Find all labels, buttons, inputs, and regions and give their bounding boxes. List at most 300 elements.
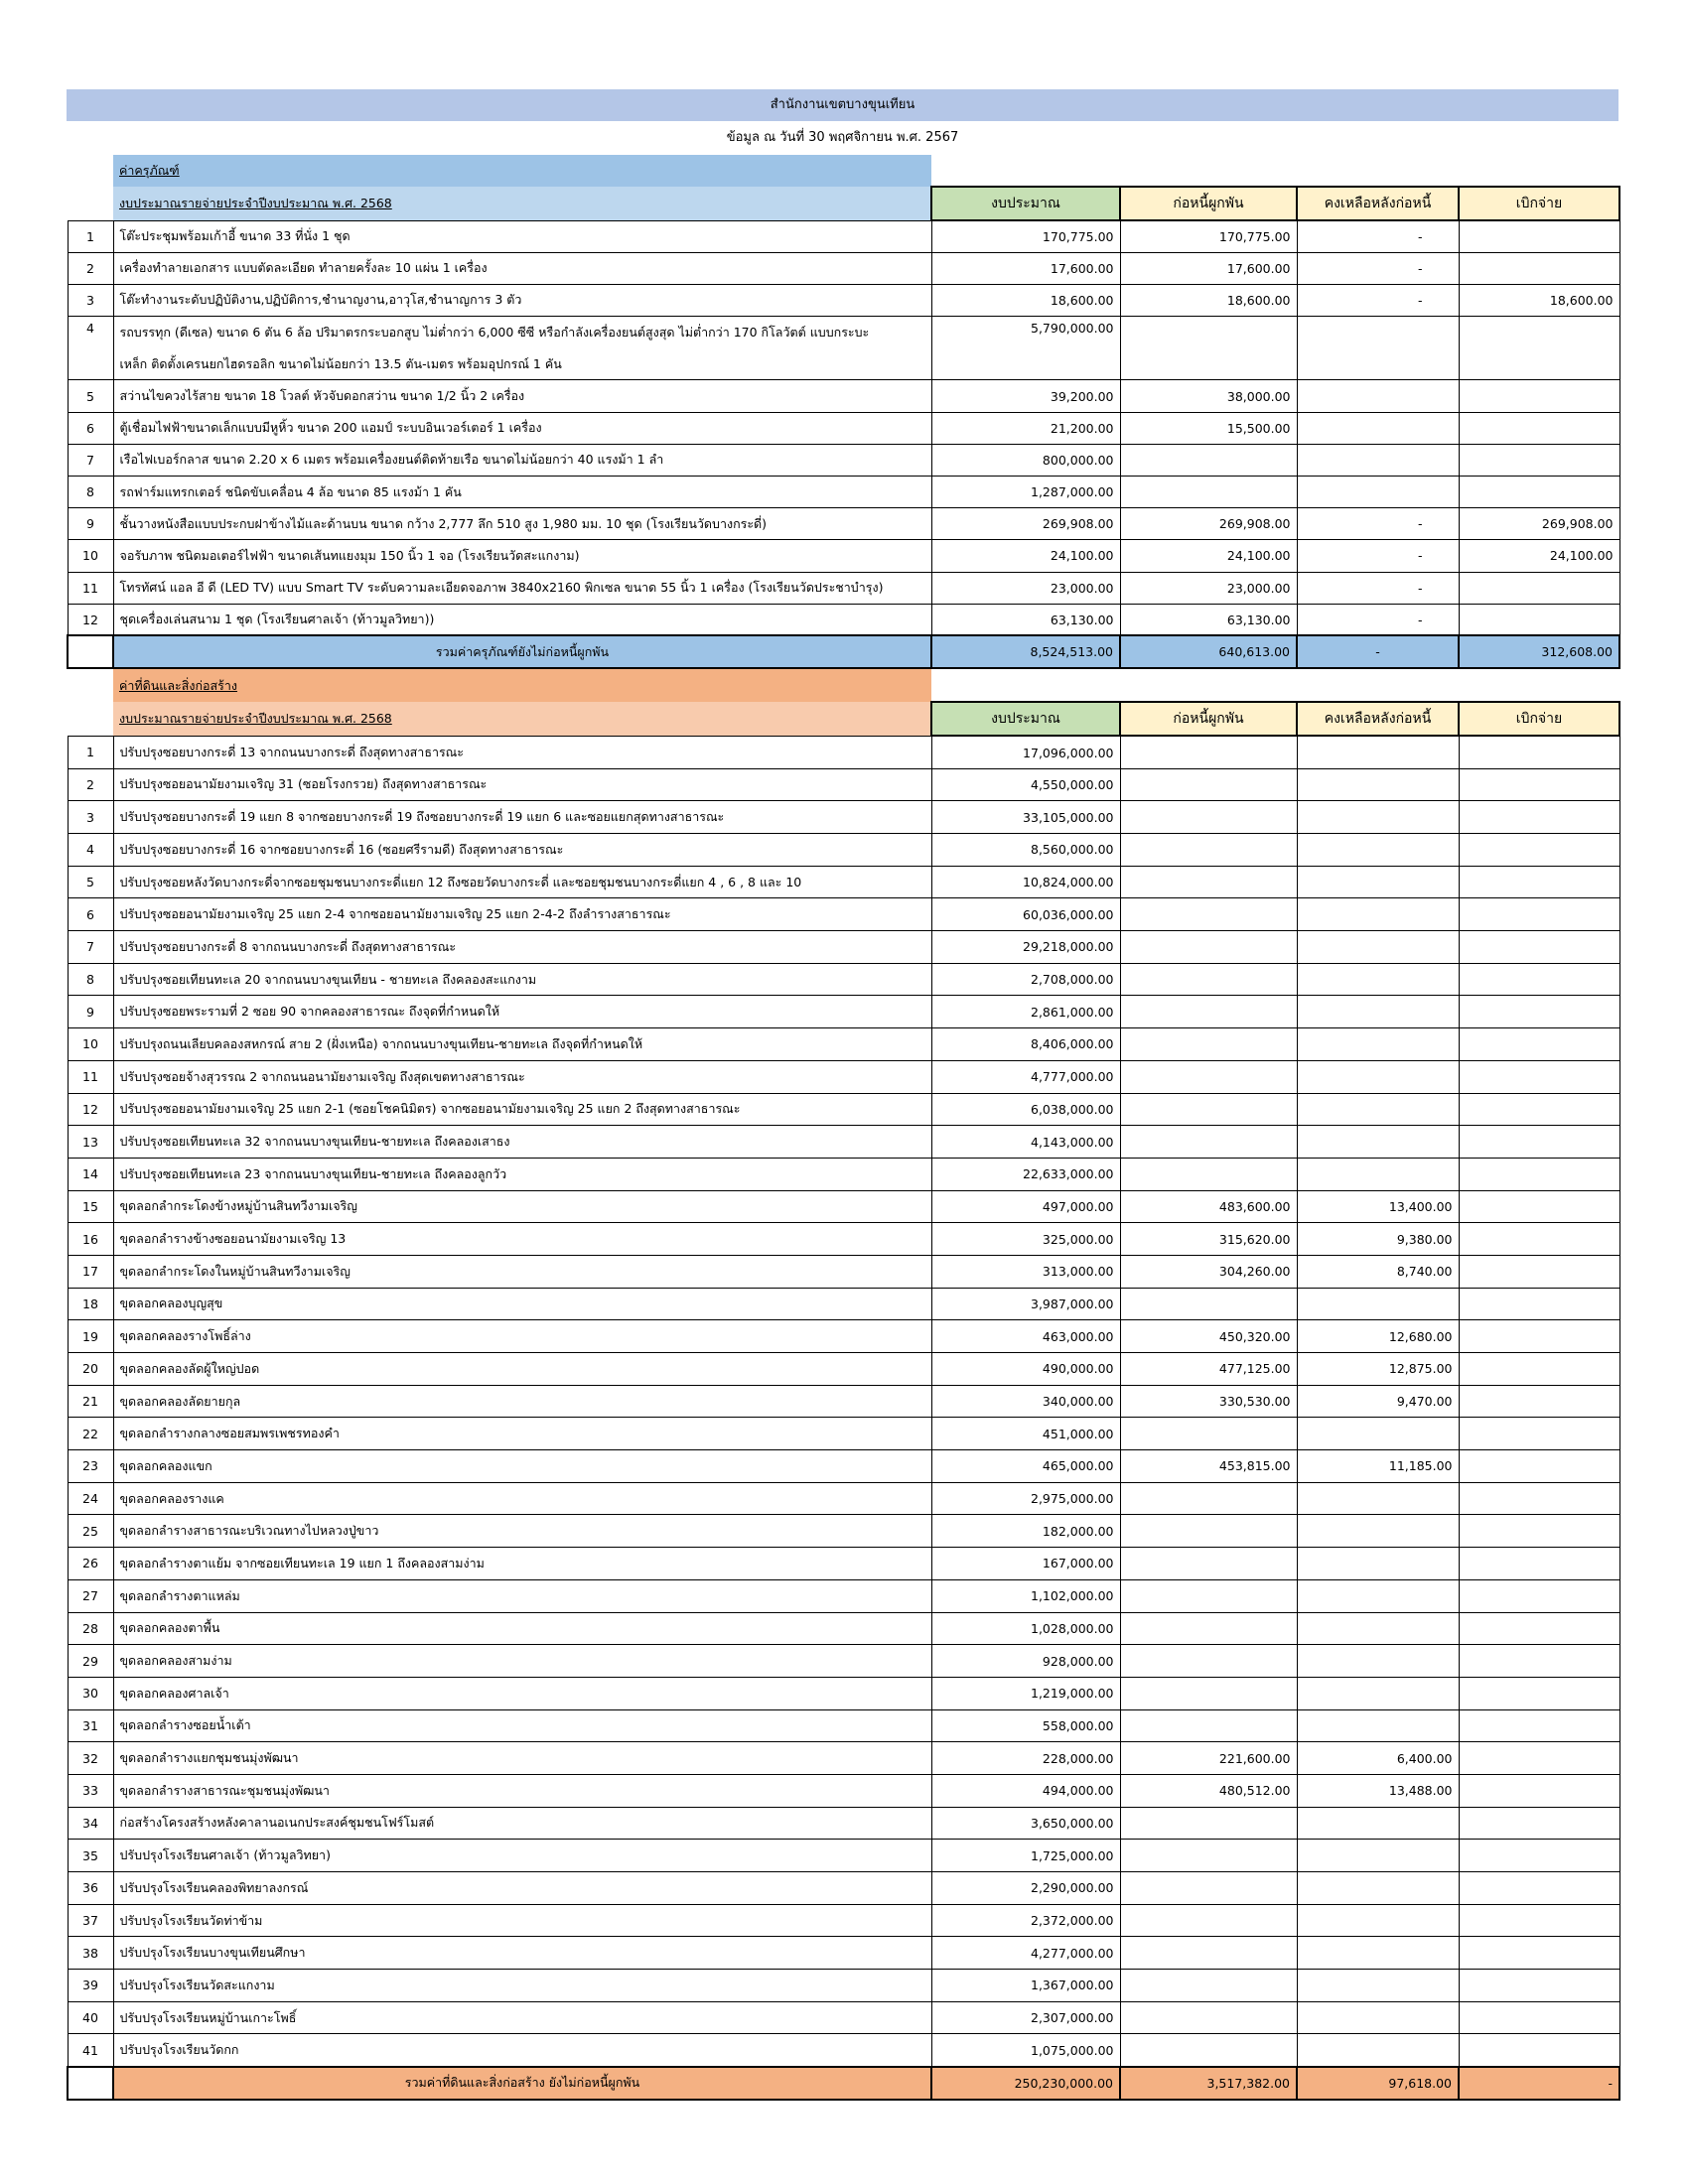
row-disbursed — [1459, 1418, 1619, 1450]
row-description: ขุดลอกคลองแขก — [113, 1450, 931, 1483]
row-budget: 22,633,000.00 — [931, 1158, 1120, 1190]
row-remaining: 13,488.00 — [1297, 1774, 1459, 1807]
table-row — [68, 1255, 1619, 1288]
row-remaining — [1297, 2034, 1459, 2067]
row-remaining — [1297, 1482, 1459, 1515]
row-disbursed — [1459, 252, 1619, 284]
row-disbursed — [1459, 1548, 1619, 1580]
row-disbursed — [1459, 380, 1619, 412]
row-description: ปรับปรุงซอยพระรามที่ 2 ซอย 90 จากคลองสาธารณะ ถึงจุดที่กำหนดให้ — [113, 996, 931, 1028]
section-title-construction: ค่าที่ดินและสิ่งก่อสร้าง — [113, 669, 931, 702]
table-row — [68, 540, 1619, 572]
construction-total-remaining: 97,618.00 — [1297, 2067, 1459, 2100]
row-disbursed — [1459, 963, 1619, 996]
row-number: 41 — [68, 2034, 113, 2067]
row-budget: 2,372,000.00 — [931, 1904, 1120, 1937]
table-row — [68, 1060, 1619, 1093]
row-committed — [1120, 736, 1297, 768]
row-remaining — [1297, 1645, 1459, 1678]
row-committed — [1120, 1612, 1297, 1645]
table-row — [68, 768, 1619, 801]
row-remaining — [1297, 477, 1459, 508]
table-row — [68, 963, 1619, 996]
table-row — [68, 412, 1619, 444]
table-row — [68, 996, 1619, 1028]
row-committed: 304,260.00 — [1120, 1255, 1297, 1288]
table-row — [68, 1320, 1619, 1353]
row-description: ขุดลอกลำรางกลางซอยสมพรเพชรทองคำ — [113, 1418, 931, 1450]
table-row — [68, 252, 1619, 284]
row-remaining: - — [1297, 508, 1459, 540]
row-disbursed — [1459, 1872, 1619, 1905]
row-budget: 1,367,000.00 — [931, 1970, 1120, 2002]
row-remaining — [1297, 1937, 1459, 1970]
row-budget: 2,861,000.00 — [931, 996, 1120, 1028]
table-row — [68, 1709, 1619, 1742]
row-remaining: - — [1297, 220, 1459, 252]
row-number: 37 — [68, 1904, 113, 1937]
table-row — [68, 1548, 1619, 1580]
table-row — [68, 736, 1619, 768]
row-budget: 2,975,000.00 — [931, 1482, 1120, 1515]
col-header-committed: ก่อหนี้ผูกพัน — [1120, 702, 1297, 736]
row-disbursed — [1459, 1288, 1619, 1320]
row-description: ปรับปรุงโรงเรียนบางขุนเทียนศึกษา — [113, 1937, 931, 1970]
row-budget: 465,000.00 — [931, 1450, 1120, 1483]
row-number: 19 — [68, 1320, 113, 1353]
row-committed — [1120, 1872, 1297, 1905]
row-number: 4 — [68, 834, 113, 867]
row-disbursed — [1459, 317, 1619, 380]
row-remaining — [1297, 834, 1459, 867]
row-disbursed — [1459, 1840, 1619, 1872]
row-budget: 5,790,000.00 — [931, 317, 1120, 380]
row-disbursed — [1459, 1126, 1619, 1159]
row-remaining: 12,680.00 — [1297, 1320, 1459, 1353]
table-row — [68, 1418, 1619, 1450]
row-committed: 63,130.00 — [1120, 604, 1297, 635]
row-disbursed — [1459, 1937, 1619, 1970]
row-committed — [1120, 1904, 1297, 1937]
row-budget: 1,075,000.00 — [931, 2034, 1120, 2067]
row-number: 10 — [68, 1028, 113, 1061]
row-remaining — [1297, 1288, 1459, 1320]
row-disbursed — [1459, 1807, 1619, 1840]
row-number: 6 — [68, 898, 113, 931]
row-number: 38 — [68, 1937, 113, 1970]
row-committed — [1120, 2001, 1297, 2034]
row-description: ขุดลอกคลองตาพื้น — [113, 1612, 931, 1645]
row-remaining — [1297, 1515, 1459, 1548]
row-number: 14 — [68, 1158, 113, 1190]
row-committed — [1120, 477, 1297, 508]
row-remaining — [1297, 1612, 1459, 1645]
row-committed — [1120, 1028, 1297, 1061]
row-budget: 800,000.00 — [931, 444, 1120, 476]
row-committed — [1120, 1677, 1297, 1709]
row-number: 28 — [68, 1612, 113, 1645]
table-row — [68, 834, 1619, 867]
row-description: ปรับปรุงโรงเรียนคลองพิทยาลงกรณ์ — [113, 1872, 931, 1905]
row-disbursed — [1459, 1028, 1619, 1061]
row-number: 18 — [68, 1288, 113, 1320]
construction-table — [67, 669, 1620, 2100]
row-committed — [1120, 963, 1297, 996]
row-disbursed — [1459, 1774, 1619, 1807]
row-committed — [1120, 1482, 1297, 1515]
row-budget: 269,908.00 — [931, 508, 1120, 540]
row-remaining — [1297, 2001, 1459, 2034]
row-disbursed — [1459, 1385, 1619, 1418]
row-number: 1 — [68, 220, 113, 252]
table-row — [68, 1028, 1619, 1061]
table-row — [68, 1872, 1619, 1905]
row-remaining: 6,400.00 — [1297, 1742, 1459, 1775]
row-description: โทรทัศน์ แอล อี ดี (LED TV) แบบ Smart TV ระดับความละเอียดจอภาพ 3840x2160 พิกเซล ขนาด 55 นิ้ว 1 เครื่อง (โรงเรียนวัดประชาบำรุง) — [113, 572, 931, 604]
row-remaining: - — [1297, 252, 1459, 284]
row-committed — [1120, 834, 1297, 867]
row-committed: 18,600.00 — [1120, 284, 1297, 316]
table-row — [68, 1612, 1619, 1645]
row-remaining — [1297, 1548, 1459, 1580]
row-committed — [1120, 931, 1297, 964]
row-remaining — [1297, 996, 1459, 1028]
row-description: ปรับปรุงซอยอนามัยงามเจริญ 31 (ซอยโรงกรวย) ถึงสุดทางสาธารณะ — [113, 768, 931, 801]
row-description: ขุดลอกคลองลัดผู้ใหญ่ปอด — [113, 1353, 931, 1386]
row-description: ขุดลอกลำรางตาแหล่ม — [113, 1579, 931, 1612]
row-committed — [1120, 1093, 1297, 1126]
row-remaining — [1297, 1093, 1459, 1126]
row-committed: 17,600.00 — [1120, 252, 1297, 284]
row-remaining — [1297, 1028, 1459, 1061]
row-committed: 330,530.00 — [1120, 1385, 1297, 1418]
row-remaining — [1297, 1418, 1459, 1450]
table-row — [68, 898, 1619, 931]
row-disbursed — [1459, 1742, 1619, 1775]
row-budget: 3,987,000.00 — [931, 1288, 1120, 1320]
row-disbursed — [1459, 1904, 1619, 1937]
table-row — [68, 444, 1619, 476]
row-disbursed — [1459, 898, 1619, 931]
table-row — [68, 2001, 1619, 2034]
row-remaining: 9,380.00 — [1297, 1223, 1459, 1256]
row-disbursed — [1459, 1255, 1619, 1288]
row-number: 22 — [68, 1418, 113, 1450]
row-committed — [1120, 1060, 1297, 1093]
row-budget: 325,000.00 — [931, 1223, 1120, 1256]
equipment-total-committed: 640,613.00 — [1120, 635, 1297, 668]
row-disbursed — [1459, 834, 1619, 867]
row-committed — [1120, 1418, 1297, 1450]
row-remaining: 8,740.00 — [1297, 1255, 1459, 1288]
row-number: 20 — [68, 1353, 113, 1386]
row-budget: 167,000.00 — [931, 1548, 1120, 1580]
row-disbursed — [1459, 1190, 1619, 1223]
row-number: 39 — [68, 1970, 113, 2002]
row-number: 3 — [68, 284, 113, 316]
table-row — [68, 477, 1619, 508]
row-remaining — [1297, 444, 1459, 476]
row-budget: 2,708,000.00 — [931, 963, 1120, 996]
equipment-total-remaining: - — [1297, 635, 1459, 668]
row-disbursed — [1459, 2001, 1619, 2034]
row-remaining — [1297, 1126, 1459, 1159]
row-budget: 1,725,000.00 — [931, 1840, 1120, 1872]
row-budget: 928,000.00 — [931, 1645, 1120, 1678]
row-budget: 63,130.00 — [931, 604, 1120, 635]
row-description: ก่อสร้างโครงสร้างหลังคาลานอเนกประสงค์ชุมชนโฟร์โมสต์ — [113, 1807, 931, 1840]
row-number: 12 — [68, 604, 113, 635]
table-row — [68, 1937, 1619, 1970]
row-committed: 480,512.00 — [1120, 1774, 1297, 1807]
report-date: ข้อมูล ณ วันที่ 30 พฤศจิกายน พ.ศ. 2567 — [726, 130, 959, 145]
row-disbursed — [1459, 1677, 1619, 1709]
row-description: เครื่องทำลายเอกสาร แบบตัดละเอียด ทำลายครั้งละ 10 แผ่น 1 เครื่อง — [113, 252, 931, 284]
table-row — [68, 380, 1619, 412]
row-budget: 21,200.00 — [931, 412, 1120, 444]
row-disbursed — [1459, 604, 1619, 635]
row-number: 4 — [68, 317, 113, 380]
row-remaining: - — [1297, 284, 1459, 316]
row-number: 13 — [68, 1126, 113, 1159]
col-header-remaining: คงเหลือหลังก่อหนี้ — [1297, 187, 1459, 220]
row-description: ปรับปรุงซอยบางกระดี่ 16 จากซอยบางกระดี่ 16 (ซอยศรีรามดี) ถึงสุดทางสาธารณะ — [113, 834, 931, 867]
row-committed — [1120, 317, 1297, 380]
row-description: ปรับปรุงโรงเรียนหมู่บ้านเกาะโพธิ์ — [113, 2001, 931, 2034]
row-disbursed — [1459, 1645, 1619, 1678]
row-number: 34 — [68, 1807, 113, 1840]
table-row — [68, 1645, 1619, 1678]
row-budget: 23,000.00 — [931, 572, 1120, 604]
table-row — [68, 2034, 1619, 2067]
row-description: ขุดลอกคลองบุญสุข — [113, 1288, 931, 1320]
row-committed: 24,100.00 — [1120, 540, 1297, 572]
row-disbursed: 24,100.00 — [1459, 540, 1619, 572]
row-committed — [1120, 1807, 1297, 1840]
row-remaining — [1297, 1872, 1459, 1905]
row-disbursed — [1459, 1482, 1619, 1515]
row-disbursed — [1459, 572, 1619, 604]
table-row — [68, 1190, 1619, 1223]
construction-total-committed: 3,517,382.00 — [1120, 2067, 1297, 2100]
table-row — [68, 1126, 1619, 1159]
row-budget: 490,000.00 — [931, 1353, 1120, 1386]
row-number: 9 — [68, 508, 113, 540]
row-description: ขุดลอกลำรางสาธารณะชุมชนมุ่งพัฒนา — [113, 1774, 931, 1807]
row-committed: 483,600.00 — [1120, 1190, 1297, 1223]
equipment-rows — [68, 220, 1619, 635]
row-committed: 15,500.00 — [1120, 412, 1297, 444]
row-description: ตู้เชื่อมไฟฟ้าขนาดเล็กแบบมีหูหิ้ว ขนาด 200 แอมป์ ระบบอินเวอร์เตอร์ 1 เครื่อง — [113, 412, 931, 444]
row-remaining: - — [1297, 572, 1459, 604]
report — [67, 89, 1618, 2101]
table-row — [68, 1158, 1619, 1190]
row-number: 36 — [68, 1872, 113, 1905]
table-row — [68, 1579, 1619, 1612]
row-committed: 38,000.00 — [1120, 380, 1297, 412]
row-committed — [1120, 444, 1297, 476]
row-disbursed — [1459, 1709, 1619, 1742]
row-committed — [1120, 1709, 1297, 1742]
row-remaining — [1297, 1840, 1459, 1872]
row-description: ขุดลอกลำกระโดงในหมู่บ้านสินทวีงามเจริญ — [113, 1255, 931, 1288]
table-row — [68, 1353, 1619, 1386]
row-disbursed — [1459, 412, 1619, 444]
row-disbursed — [1459, 1060, 1619, 1093]
row-disbursed — [1459, 477, 1619, 508]
col-header-committed: ก่อหนี้ผูกพัน — [1120, 187, 1297, 220]
row-committed: 221,600.00 — [1120, 1742, 1297, 1775]
row-budget: 17,096,000.00 — [931, 736, 1120, 768]
row-description: เรือไฟเบอร์กลาส ขนาด 2.20 x 6 เมตร พร้อมเครื่องยนต์ติดท้ายเรือ ขนาดไม่น้อยกว่า 40 แรงม้า 1 ลำ — [113, 444, 931, 476]
row-committed: 453,815.00 — [1120, 1450, 1297, 1483]
row-description — [113, 317, 931, 380]
row-number: 26 — [68, 1548, 113, 1580]
row-disbursed — [1459, 1093, 1619, 1126]
row-disbursed — [1459, 1158, 1619, 1190]
row-description: ขุดลอกคลองศาลเจ้า — [113, 1677, 931, 1709]
row-number: 33 — [68, 1774, 113, 1807]
row-budget: 29,218,000.00 — [931, 931, 1120, 964]
table-row — [68, 284, 1619, 316]
row-remaining: - — [1297, 540, 1459, 572]
row-number: 3 — [68, 801, 113, 834]
row-remaining — [1297, 1677, 1459, 1709]
row-number: 2 — [68, 768, 113, 801]
row-budget: 494,000.00 — [931, 1774, 1120, 1807]
row-description: โต๊ะทำงานระดับปฏิบัติงาน,ปฏิบัติการ,ชำนาญงาน,อาวุโส,ชำนาญการ 3 ตัว — [113, 284, 931, 316]
row-budget: 451,000.00 — [931, 1418, 1120, 1450]
row-disbursed — [1459, 2034, 1619, 2067]
row-description: ปรับปรุงซอยจ้างสุวรรณ 2 จากถนนอนามัยงามเจริญ ถึงสุดเขตทางสาธารณะ — [113, 1060, 931, 1093]
row-number: 9 — [68, 996, 113, 1028]
row-remaining — [1297, 1579, 1459, 1612]
row-disbursed — [1459, 801, 1619, 834]
row-number: 10 — [68, 540, 113, 572]
equipment-total-disbursed: 312,608.00 — [1459, 635, 1619, 668]
col-header-disbursed: เบิกจ่าย — [1459, 702, 1619, 736]
row-remaining — [1297, 1970, 1459, 2002]
row-remaining — [1297, 317, 1459, 380]
construction-total-label: รวมค่าที่ดินและสิ่งก่อสร้าง ยังไม่ก่อหนี้ผูกพัน — [113, 2067, 931, 2100]
row-description: ปรับปรุงซอยอนามัยงามเจริญ 25 แยก 2-4 จากซอยอนามัยงามเจริญ 25 แยก 2-4-2 ถึงลำรางสาธารณะ — [113, 898, 931, 931]
row-budget: 2,290,000.00 — [931, 1872, 1120, 1905]
row-committed — [1120, 898, 1297, 931]
row-committed — [1120, 1548, 1297, 1580]
row-description: ขุดลอกคลองลัดยายกุล — [113, 1385, 931, 1418]
row-budget: 313,000.00 — [931, 1255, 1120, 1288]
row-committed — [1120, 1288, 1297, 1320]
row-number: 15 — [68, 1190, 113, 1223]
section-subtitle-construction: งบประมาณรายจ่ายประจำปีงบประมาณ พ.ศ. 2568 — [113, 702, 931, 736]
section-title-equipment: ค่าครุภัณฑ์ — [113, 155, 931, 187]
row-number: 7 — [68, 931, 113, 964]
report-title: สำนักงานเขตบางขุนเทียน — [67, 89, 1618, 121]
table-row — [68, 1223, 1619, 1256]
table-row — [68, 1093, 1619, 1126]
row-committed — [1120, 996, 1297, 1028]
construction-total-disbursed: - — [1459, 2067, 1619, 2100]
row-budget: 170,775.00 — [931, 220, 1120, 252]
row-description: ขุดลอกลำรางซอยน้ำเต้า — [113, 1709, 931, 1742]
row-remaining — [1297, 768, 1459, 801]
row-disbursed — [1459, 1320, 1619, 1353]
row-disbursed — [1459, 1515, 1619, 1548]
row-number: 8 — [68, 963, 113, 996]
row-budget: 228,000.00 — [931, 1742, 1120, 1775]
row-description: ชั้นวางหนังสือแบบประกบฝาข้างไม้และด้านบน ขนาด กว้าง 2,777 ลึก 510 สูง 1,980 มม. 10 ชุด (โรงเรียนวัดบางกระดี่) — [113, 508, 931, 540]
row-disbursed — [1459, 1579, 1619, 1612]
row-committed — [1120, 1126, 1297, 1159]
row-number: 7 — [68, 444, 113, 476]
table-row — [68, 604, 1619, 635]
row-committed: 315,620.00 — [1120, 1223, 1297, 1256]
row-remaining — [1297, 380, 1459, 412]
row-remaining: 11,185.00 — [1297, 1450, 1459, 1483]
table-row — [68, 1515, 1619, 1548]
row-budget: 24,100.00 — [931, 540, 1120, 572]
col-header-budget: งบประมาณ — [931, 702, 1120, 736]
row-committed — [1120, 768, 1297, 801]
row-disbursed — [1459, 1612, 1619, 1645]
row-number: 6 — [68, 412, 113, 444]
row-description: รถฟาร์มแทรกเตอร์ ชนิดขับเคลื่อน 4 ล้อ ขนาด 85 แรงม้า 1 คัน — [113, 477, 931, 508]
table-row — [68, 801, 1619, 834]
row-committed: 269,908.00 — [1120, 508, 1297, 540]
row-number: 30 — [68, 1677, 113, 1709]
table-row — [68, 1807, 1619, 1840]
table-row — [68, 1742, 1619, 1775]
row-disbursed — [1459, 866, 1619, 898]
row-description: ขุดลอกลำกระโดงข้างหมู่บ้านสินทวีงามเจริญ — [113, 1190, 931, 1223]
row-description: ปรับปรุงโรงเรียนวัดท่าข้าม — [113, 1904, 931, 1937]
row-disbursed — [1459, 996, 1619, 1028]
row-remaining — [1297, 898, 1459, 931]
table-row — [68, 1677, 1619, 1709]
row-description-line: รถบรรทุก (ดีเซล) ขนาด 6 ตัน 6 ล้อ ปริมาตรกระบอกสูบ ไม่ต่ำกว่า 6,000 ซีซี หรือกำลังเครื่องยนต์สูงสุด ไม่ต่ำกว่า 170 กิโลวัตต์ แบบกระบะ — [119, 324, 870, 340]
row-budget: 1,219,000.00 — [931, 1677, 1120, 1709]
row-number: 5 — [68, 380, 113, 412]
row-number: 8 — [68, 477, 113, 508]
equipment-total-label: รวมค่าครุภัณฑ์ยังไม่ก่อหนี้ผูกพัน — [113, 635, 931, 668]
row-number: 32 — [68, 1742, 113, 1775]
row-number: 11 — [68, 572, 113, 604]
row-number: 25 — [68, 1515, 113, 1548]
row-remaining — [1297, 1060, 1459, 1093]
row-number: 16 — [68, 1223, 113, 1256]
row-remaining — [1297, 866, 1459, 898]
col-header-disbursed: เบิกจ่าย — [1459, 187, 1619, 220]
row-description: สว่านไขควงไร้สาย ขนาด 18 โวลต์ หัวจับดอกสว่าน ขนาด 1/2 นิ้ว 2 เครื่อง — [113, 380, 931, 412]
row-budget: 558,000.00 — [931, 1709, 1120, 1742]
row-remaining — [1297, 801, 1459, 834]
row-number: 2 — [68, 252, 113, 284]
table-row — [68, 1840, 1619, 1872]
row-remaining: - — [1297, 604, 1459, 635]
row-description: ขุดลอกลำรางตาแย้ม จากซอยเทียนทะเล 19 แยก 1 ถึงคลองสามง่าม — [113, 1548, 931, 1580]
row-remaining: 12,875.00 — [1297, 1353, 1459, 1386]
row-number: 1 — [68, 736, 113, 768]
row-committed — [1120, 1158, 1297, 1190]
row-disbursed — [1459, 931, 1619, 964]
row-committed — [1120, 1515, 1297, 1548]
row-budget: 10,824,000.00 — [931, 866, 1120, 898]
row-description: ปรับปรุงโรงเรียนศาลเจ้า (ท้าวมูลวิทยา) — [113, 1840, 931, 1872]
row-number: 11 — [68, 1060, 113, 1093]
row-committed — [1120, 801, 1297, 834]
table-row — [68, 1970, 1619, 2002]
row-description: ปรับปรุงซอยบางกระดี่ 13 จากถนนบางกระดี่ ถึงสุดทางสาธารณะ — [113, 736, 931, 768]
